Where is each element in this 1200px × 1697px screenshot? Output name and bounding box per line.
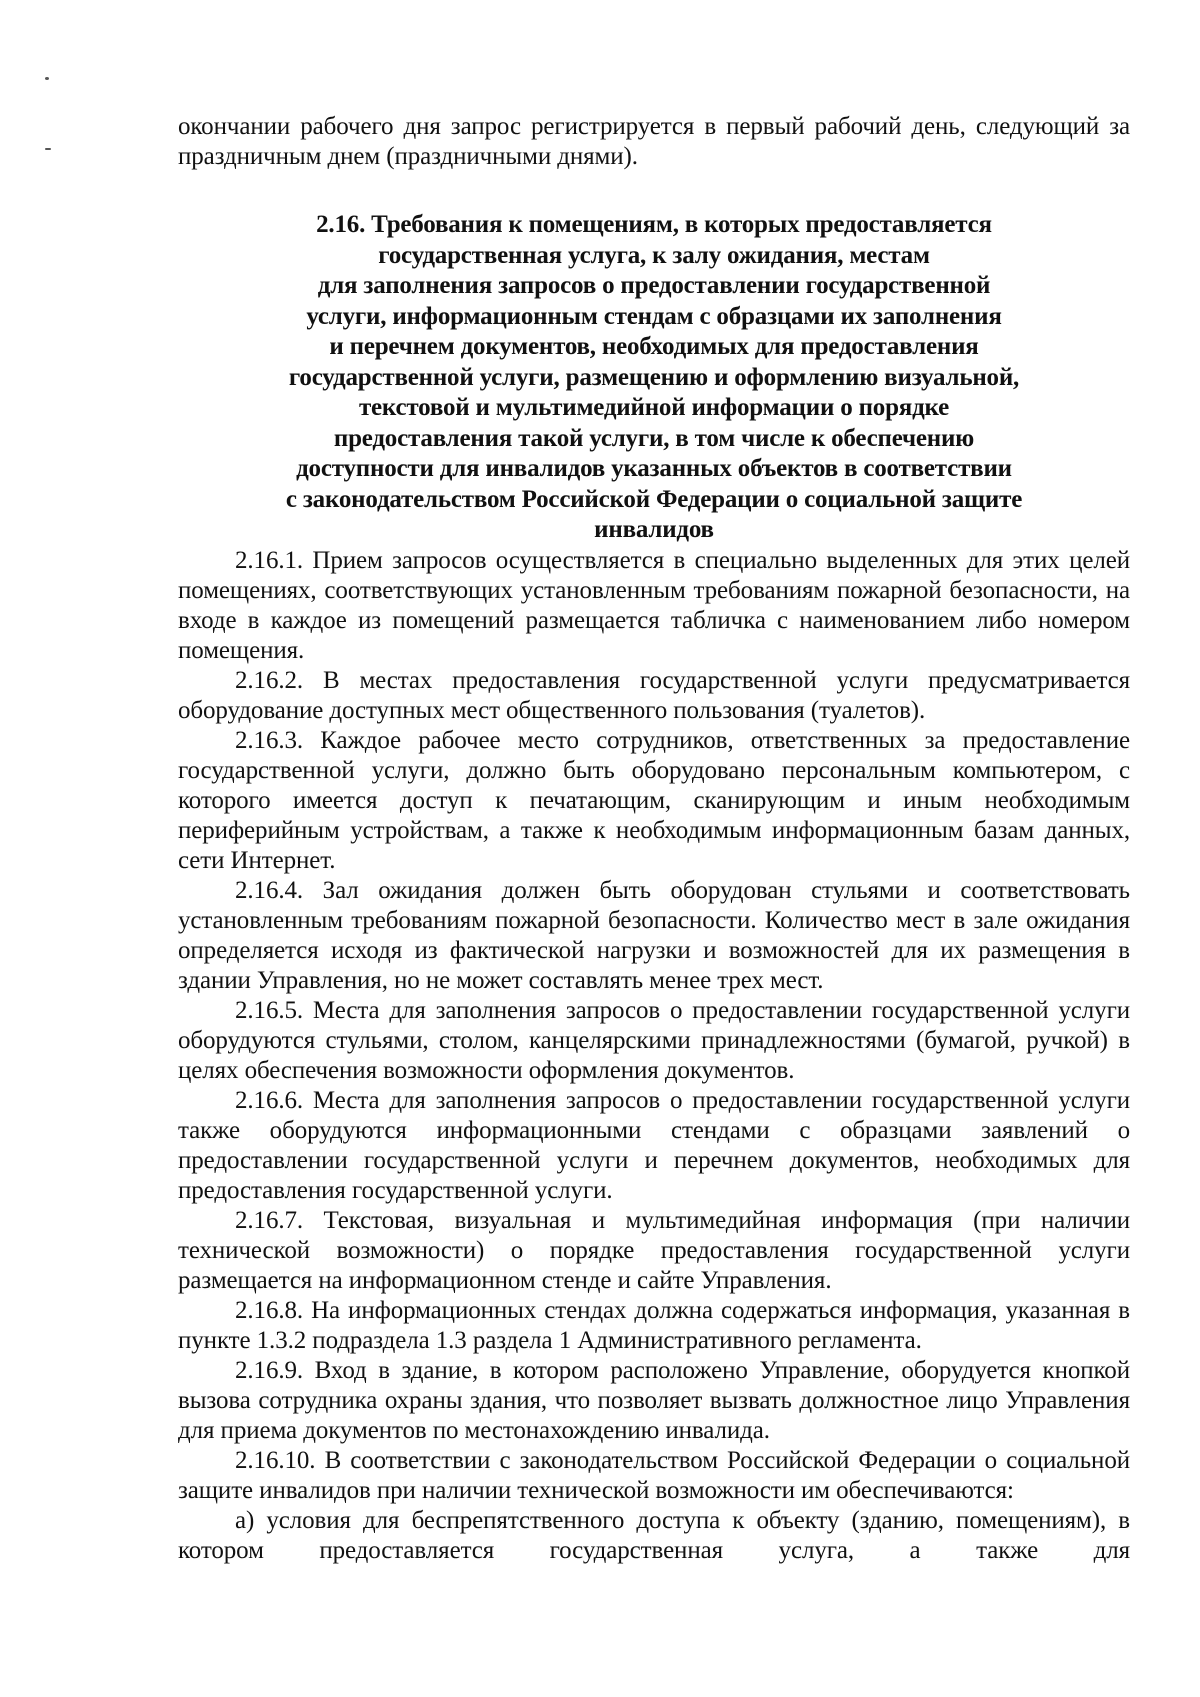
- heading-line: 2.16. Требования к помещениям, в которых предоставляется: [316, 211, 992, 238]
- heading-line: государственная услуга, к залу ожидания, местам: [378, 241, 930, 269]
- heading-line: с законодательством Российской Федерации о социальной защите: [285, 485, 1023, 513]
- paragraph-2-16-3: 2.16.3. Каждое рабочее место сотрудников, ответственных за предоставление государственной услуги, должно быть оборудовано персональным компьютером, с которого имеется доступ к печатающим, сканирующим и иным необходимым периферийным устройствам, а также к необходимым информационным базам данных, сети Интернет.: [178, 726, 1130, 874]
- heading-line: для заполнения запросов о предоставлении государственной: [317, 272, 991, 299]
- heading-line: доступности для инвалидов указанных объектов в соответствии: [296, 455, 1012, 482]
- heading-line: текстовой и мультимедийной информации о порядке: [358, 394, 950, 421]
- paragraph-2-16-4: 2.16.4. Зал ожидания должен быть оборудован стульями и соответствовать установленным требованиям пожарной безопасности. Количество мест в зале ожидания определяется исходя из фактической нагрузки и возможностей для их размещения в здании Управления, но не может составлять менее трех мест.: [178, 876, 1130, 994]
- heading-line: и перечнем документов, необходимых для предоставления: [329, 333, 979, 360]
- heading-line: предоставления такой услуги, в том числе к обеспечению: [333, 424, 975, 452]
- paragraph-item-a: а) условия для беспрепятственного доступа к объекту (зданию, помещениям), в котором предоставляется государственная услуга, а также для: [178, 1506, 1130, 1564]
- paragraph-2-16-7: 2.16.7. Текстовая, визуальная и мультимедийная информация (при наличии технической возможности) о порядке предоставления государственной услуги размещается на информационном стенде и сайте Управления.: [178, 1206, 1130, 1294]
- paragraph-2-16-8: 2.16.8. На информационных стендах должна содержаться информация, указанная в пункте 1.3.2 подраздела 1.3 раздела 1 Административного регламента.: [178, 1296, 1130, 1354]
- section-heading: [178, 210, 1130, 546]
- heading-line: инвалидов: [594, 516, 714, 543]
- scan-speck: [45, 77, 49, 80]
- heading-line: государственной услуги, размещению и оформлению визуальной,: [288, 363, 1020, 391]
- heading-line: услуги, информационным стендам с образцами их заполнения: [306, 302, 1002, 330]
- paragraph-2-16-5: 2.16.5. Места для заполнения запросов о предоставлении государственной услуги оборудуются стульями, столом, канцелярскими принадлежностями (бумагой, ручкой) в целях обеспечения возможности оформления документов.: [178, 996, 1130, 1084]
- paragraph-2-16-10: 2.16.10. В соответствии с законодательством Российской Федерации о социальной защите инвалидов при наличии технической возможности им обеспечиваются:: [178, 1446, 1130, 1504]
- paragraph-2-16-6: 2.16.6. Места для заполнения запросов о предоставлении государственной услуги также оборудуются информационными стендами с образцами заявлений о предоставлении государственной услуги и перечнем документов, необходимых для предоставления государственной услуги.: [178, 1086, 1130, 1204]
- scan-speck: [45, 148, 51, 150]
- intro-paragraph: окончании рабочего дня запрос регистрируется в первый рабочий день, следующий за праздничным днем (праздничными днями).: [178, 113, 1130, 170]
- paragraph-2-16-9: 2.16.9. Вход в здание, в котором расположено Управление, оборудуется кнопкой вызова сотрудника охраны здания, что позволяет вызвать должностное лицо Управления для приема документов по местонахождению инвалида.: [178, 1356, 1130, 1444]
- paragraph-2-16-2: 2.16.2. В местах предоставления государственной услуги предусматривается оборудование доступных мест общественного пользования (туалетов).: [178, 666, 1130, 724]
- paragraph-2-16-1: 2.16.1. Прием запросов осуществляется в специально выделенных для этих целей помещениях, соответствующих установленным требованиям пожарной безопасности, на входе в каждое из помещений размещается табличка с наименованием либо номером помещения.: [178, 546, 1130, 664]
- document-body: [178, 112, 1130, 1566]
